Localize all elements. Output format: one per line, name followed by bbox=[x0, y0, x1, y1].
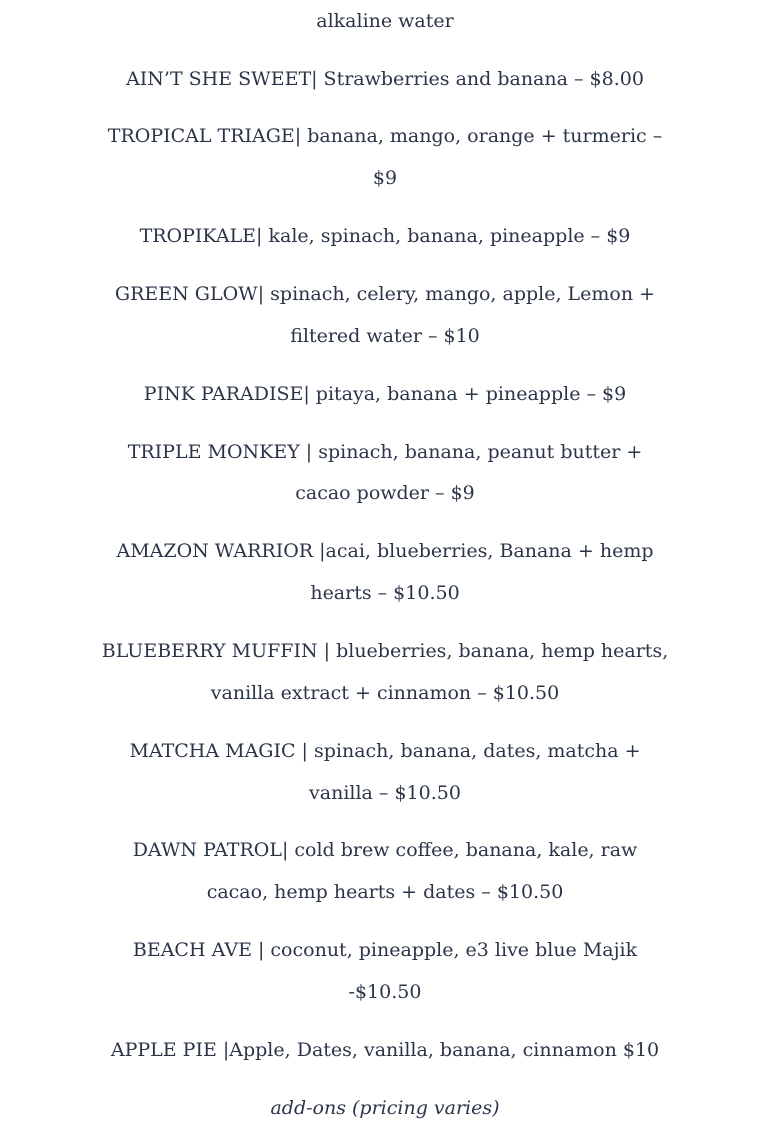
menu-item-dawn-patrol-cont: cacao, hemp hearts + dates – $10.50 bbox=[206, 881, 564, 903]
menu-item-beach-ave-cont: -$10.50 bbox=[348, 981, 422, 1003]
menu-item-blueberry-muffin-cont: vanilla extract + cinnamon – $10.50 bbox=[210, 682, 560, 704]
menu-item-triple-monkey: TRIPLE MONKEY | spinach, banana, peanut butter + bbox=[127, 441, 643, 463]
menu-item-aint-she-sweet: AIN’T SHE SWEET| Strawberries and banana – $8.00 bbox=[126, 68, 644, 90]
menu-item-triple-monkey-cont: cacao powder – $9 bbox=[295, 482, 475, 504]
menu-item-amazon-warrior-cont: hearts – $10.50 bbox=[310, 582, 460, 604]
menu-item-tropical-triage: TROPICAL TRIAGE| banana, mango, orange + turmeric – bbox=[107, 125, 663, 147]
menu-item-apple-pie: APPLE PIE |Apple, Dates, vanilla, banana, cinnamon $10 bbox=[110, 1039, 660, 1061]
addons-heading: add-ons (pricing varies) bbox=[270, 1097, 500, 1119]
menu-item-blueberry-muffin: BLUEBERRY MUFFIN | blueberries, banana, hemp hearts, bbox=[101, 640, 669, 662]
menu-item-green-glow-cont: filtered water – $10 bbox=[290, 325, 480, 347]
menu-text-line: alkaline water bbox=[316, 10, 454, 32]
menu-item-dawn-patrol: DAWN PATROL| cold brew coffee, banana, kale, raw bbox=[132, 839, 638, 861]
menu-item-tropikale: TROPIKALE| kale, spinach, banana, pineapple – $9 bbox=[139, 225, 631, 247]
menu-item-beach-ave: BEACH AVE | coconut, pineapple, e3 live blue Majik bbox=[132, 939, 638, 961]
menu-item-tropical-triage-price: $9 bbox=[372, 167, 398, 189]
menu-item-pink-paradise: PINK PARADISE| pitaya, banana + pineapple – $9 bbox=[143, 383, 627, 405]
menu-item-amazon-warrior: AMAZON WARRIOR |acai, blueberries, Banana + hemp bbox=[116, 540, 654, 562]
menu-item-matcha-magic: MATCHA MAGIC | spinach, banana, dates, matcha + bbox=[129, 740, 641, 762]
menu-item-matcha-magic-cont: vanilla – $10.50 bbox=[309, 782, 461, 804]
menu-item-green-glow: GREEN GLOW| spinach, celery, mango, apple, Lemon + bbox=[114, 283, 656, 305]
